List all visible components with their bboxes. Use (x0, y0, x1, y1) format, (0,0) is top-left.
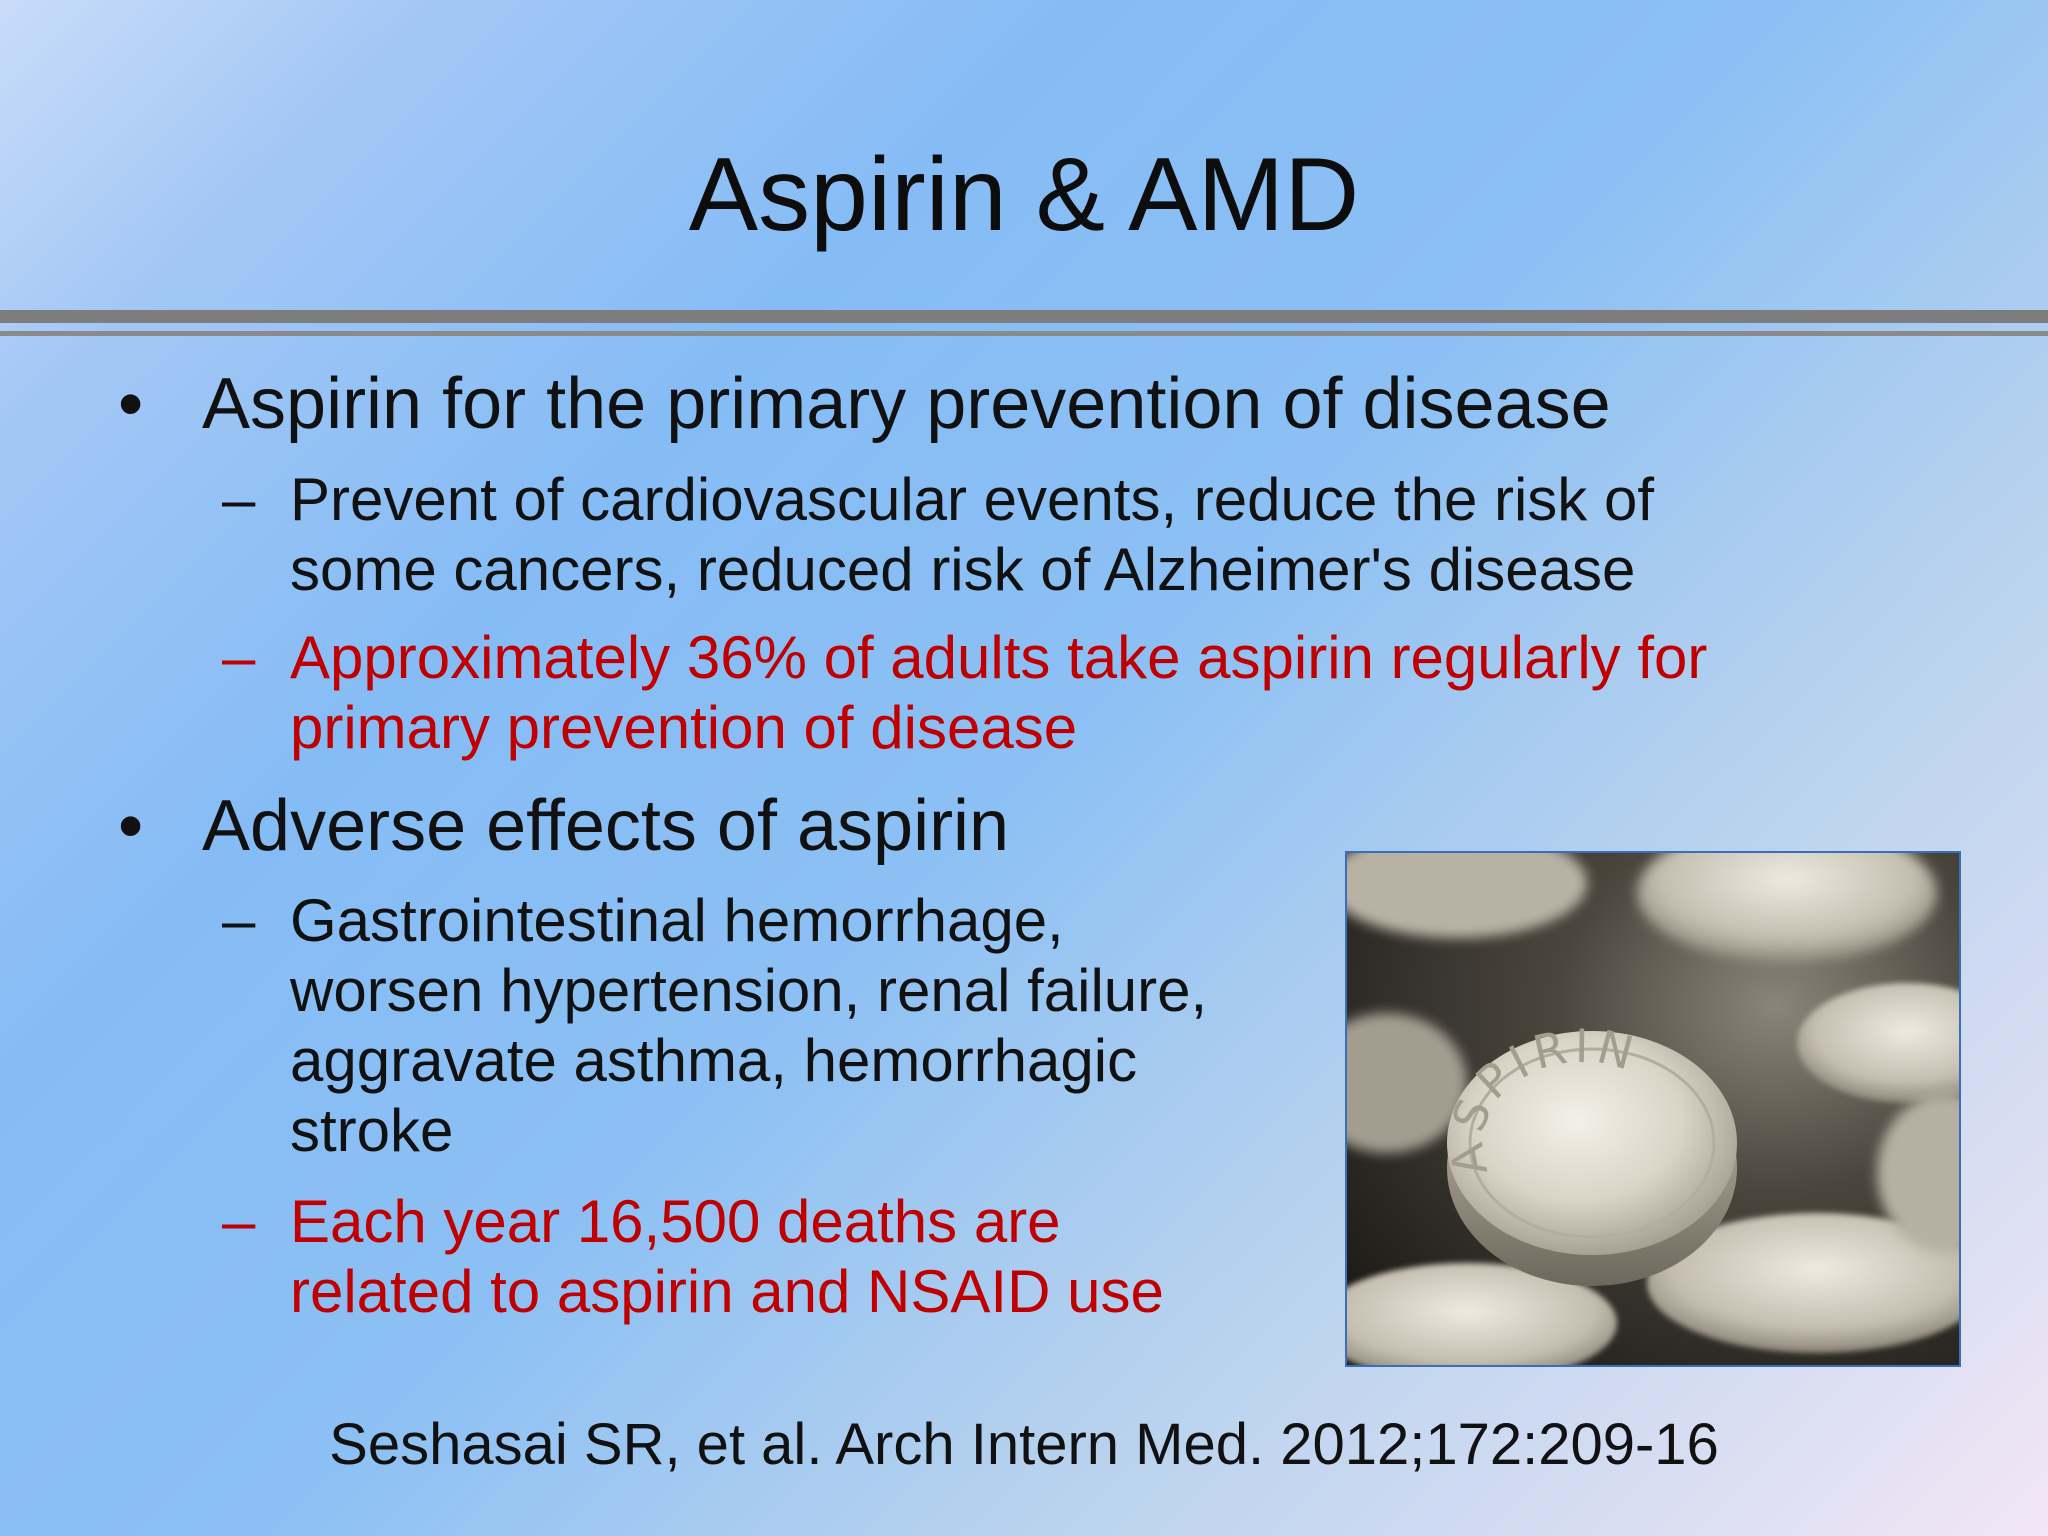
sub-bullet-line: Approximately 36% of adults take aspirin regularly for (290, 624, 1708, 691)
aspirin-tablets-illustration (1347, 853, 1959, 1365)
sub-bullet-line: aggravate asthma, hemorrhagic (290, 1027, 1138, 1094)
sub-bullet-dash: – (222, 624, 256, 691)
tablet-imprint-text: ASPIRIN (1438, 1018, 1645, 1180)
sub-bullet-line: Prevent of cardiovascular events, reduce the risk of (290, 466, 1655, 533)
sub-bullet-text (290, 465, 1654, 605)
slide-title: Aspirin & AMD (688, 137, 1360, 253)
sub-bullet-line: some cancers, reduced risk of Alzheimer's disease (290, 536, 1636, 603)
sub-bullet-text (290, 1187, 1164, 1327)
sub-bullet-dash: – (222, 1188, 256, 1255)
bullet-text: Aspirin for the primary prevention of disease (202, 364, 1611, 444)
sub-bullet-line: primary prevention of disease (290, 694, 1078, 761)
bullet-marker: • (118, 786, 144, 866)
bullet-marker: • (118, 364, 144, 444)
sub-bullet-line: Gastrointestinal hemorrhage, (290, 887, 1064, 954)
sub-bullet-line: related to aspirin and NSAID use (290, 1258, 1164, 1325)
bullet-text: Adverse effects of aspirin (202, 786, 1010, 866)
sub-bullet-line: stroke (290, 1097, 454, 1164)
sub-bullet-text (290, 623, 1707, 763)
sub-bullet-line: worsen hypertension, renal failure, (290, 957, 1208, 1024)
title-divider-thick (0, 310, 2048, 323)
sub-bullet-text (290, 886, 1207, 1166)
sub-bullet-line: Each year 16,500 deaths are (290, 1188, 1061, 1255)
aspirin-tablets-photo (1345, 851, 1961, 1367)
sub-bullet-dash: – (222, 466, 256, 533)
title-divider-thin (0, 331, 2048, 336)
citation: Seshasai SR, et al. Arch Intern Med. 2012;172:209-16 (329, 1412, 1719, 1477)
sub-bullet-dash: – (222, 887, 256, 954)
